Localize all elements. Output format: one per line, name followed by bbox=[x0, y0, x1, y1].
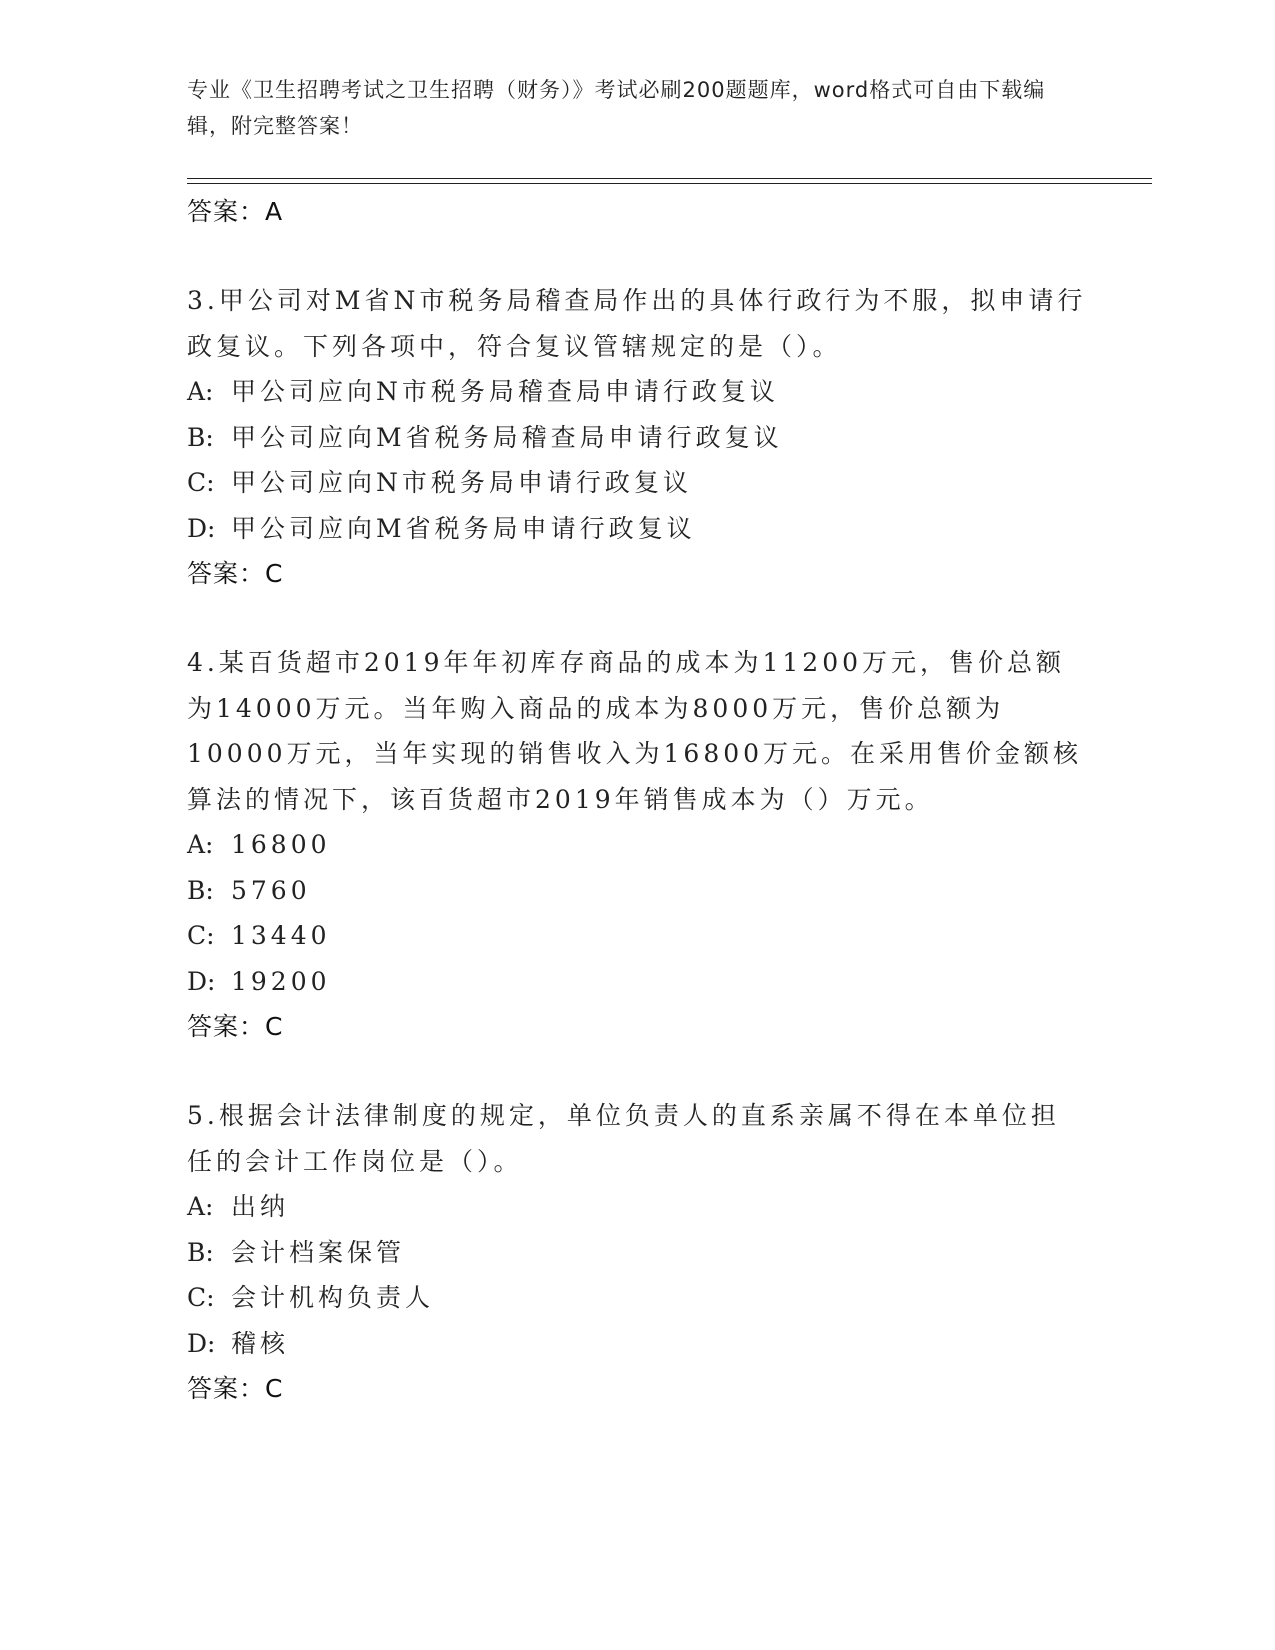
option-text: 5760 bbox=[231, 875, 311, 905]
option-c bbox=[187, 1275, 1087, 1321]
question-item bbox=[187, 278, 1087, 596]
question-item bbox=[187, 640, 1087, 1049]
option-text: 13440 bbox=[231, 921, 331, 950]
option-a bbox=[187, 1184, 1087, 1230]
option-text: 甲公司应向M省税务局申请行政复议 bbox=[231, 513, 696, 543]
answer-line: 答案：C bbox=[187, 1012, 284, 1041]
option-text: 19200 bbox=[231, 966, 331, 996]
option-c bbox=[187, 913, 1087, 959]
question-text: 4.某百货超市2019年年初库存商品的成本为11200万元，售价总额为14000万元。当年购入商品的成本为8000万元，售价总额为10000万元，当年实现的销售收入为16800万元。在采用售价金额核算法的情况下，该百货超市2019年销售成本为（）万元。 bbox=[187, 648, 1083, 814]
option-key: D: bbox=[187, 966, 216, 996]
answer-line: 答案：C bbox=[187, 559, 284, 588]
option-key: C: bbox=[187, 468, 215, 497]
option-text: 会计档案保管 bbox=[231, 1237, 406, 1267]
option-text: 甲公司应向M省税务局稽查局申请行政复议 bbox=[231, 422, 783, 452]
option-text: 甲公司应向N市税务局申请行政复议 bbox=[231, 468, 692, 497]
option-key: D: bbox=[187, 1328, 216, 1358]
answer-line: 答案：A bbox=[187, 197, 284, 226]
option-text: 甲公司应向N市税务局稽查局申请行政复议 bbox=[231, 377, 779, 406]
option-key: C: bbox=[187, 1283, 215, 1312]
option-d bbox=[187, 506, 1087, 552]
option-key: A: bbox=[187, 377, 214, 406]
header-rule-bottom bbox=[187, 183, 1152, 184]
answer-line: 答案：C bbox=[187, 1374, 284, 1403]
option-d bbox=[187, 959, 1087, 1005]
option-key: B: bbox=[187, 875, 214, 905]
option-b bbox=[187, 1230, 1087, 1276]
option-text: 出纳 bbox=[231, 1192, 290, 1221]
option-key: B: bbox=[187, 422, 214, 452]
document-header: 专业《卫生招聘考试之卫生招聘（财务）》考试必刷200题题库，word格式可自由下载编辑，附完整答案！ bbox=[187, 78, 1046, 138]
option-text: 稽核 bbox=[231, 1328, 290, 1358]
question-text: 3.甲公司对M省N市税务局稽查局作出的具体行政行为不服，拟申请行政复议。下列各项中，符合复议管辖规定的是（）。 bbox=[187, 286, 1087, 361]
option-text: 会计机构负责人 bbox=[231, 1283, 435, 1312]
option-d bbox=[187, 1321, 1087, 1367]
option-key: D: bbox=[187, 513, 216, 543]
option-b bbox=[187, 868, 1087, 914]
option-text: 16800 bbox=[231, 830, 331, 859]
question-item bbox=[187, 1093, 1087, 1411]
option-a bbox=[187, 822, 1087, 868]
option-key: B: bbox=[187, 1237, 214, 1267]
question-text: 5.根据会计法律制度的规定，单位负责人的直系亲属不得在本单位担任的会计工作岗位是（）。 bbox=[187, 1101, 1060, 1176]
header-rule-top bbox=[187, 178, 1152, 179]
option-key: A: bbox=[187, 1192, 214, 1221]
option-c bbox=[187, 460, 1087, 506]
question-list bbox=[187, 189, 1087, 1411]
option-key: C: bbox=[187, 921, 215, 950]
option-key: A: bbox=[187, 830, 214, 859]
option-b bbox=[187, 415, 1087, 461]
option-a bbox=[187, 369, 1087, 415]
